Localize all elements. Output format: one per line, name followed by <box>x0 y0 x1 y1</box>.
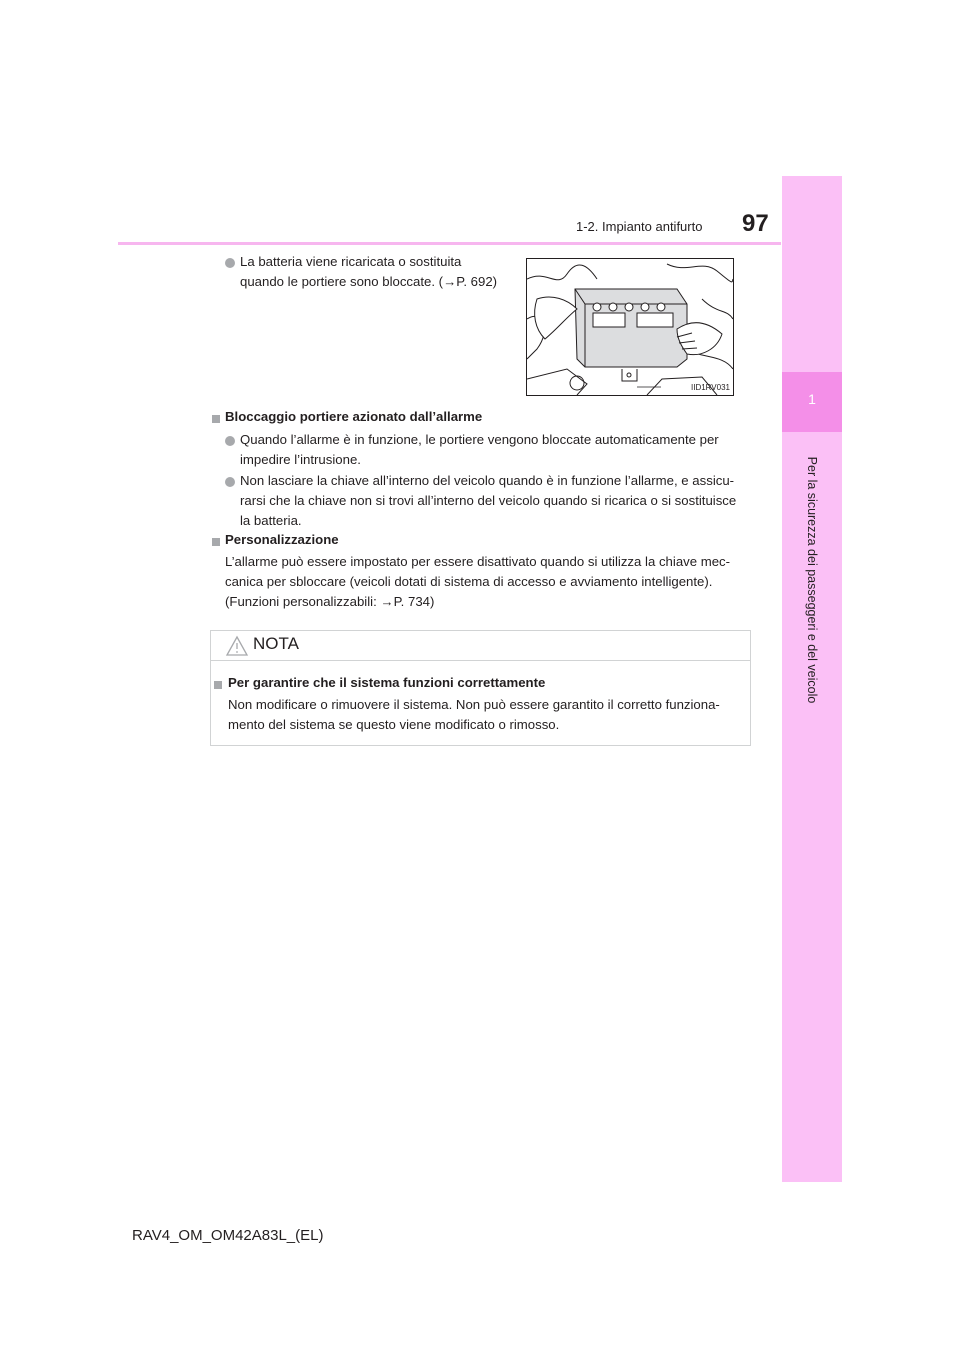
nota-line2: mento del sistema se questo viene modificato o rimosso. <box>228 717 560 732</box>
nota-divider <box>211 660 750 661</box>
custom-line3: (Funzioni personalizzabili: →P. 734) <box>225 594 435 609</box>
custom-line1: L’allarme può essere impostato per essere disattivato quando si utilizza la chiave mec- <box>225 554 731 569</box>
lock-bullet2-line2: rarsi che la chiave non si trovi all’interno del veicolo quando si ricarica o si sostituisce <box>240 493 737 508</box>
section-lock-title: Bloccaggio portiere azionato dall’allarme <box>225 409 483 424</box>
section-square-icon <box>212 415 220 423</box>
custom-line2: canica per sbloccare (veicoli dotati di sistema di accesso e avviamento intelligente). <box>225 574 713 589</box>
section-square-icon <box>214 681 222 689</box>
footer-doc-code: RAV4_OM_OM42A83L_(EL) <box>132 1227 324 1244</box>
bullet-icon <box>225 436 235 446</box>
lock-bullet1-line2: impedire l’intrusione. <box>240 452 361 467</box>
nota-title: Per garantire che il sistema funzioni correttamente <box>228 675 546 690</box>
section-square-icon <box>212 538 220 546</box>
nota-line1: Non modificare o rimuovere il sistema. Non può essere garantito il corretto funziona- <box>228 697 720 712</box>
page-number: 97 <box>742 210 769 237</box>
lock-bullet1-line1: Quando l’allarme è in funzione, le portiere vengono bloccate automaticamente per <box>240 432 719 447</box>
chapter-number: 1 <box>808 391 816 407</box>
figure-code: IID1RV031 <box>691 383 730 392</box>
section-title: 1-2. Impianto antifurto <box>576 219 703 234</box>
bullet-icon <box>225 258 235 268</box>
battery-figure <box>526 258 734 396</box>
section-custom-title: Personalizzazione <box>225 532 339 547</box>
lock-bullet2-line1: Non lasciare la chiave all’interno del veicolo quando è in funzione l’allarme, e assicu- <box>240 473 735 488</box>
bullet-icon <box>225 477 235 487</box>
lock-bullet2-line3: la batteria. <box>240 513 302 528</box>
nota-label: NOTA <box>253 634 299 653</box>
car-battery-illustration <box>527 259 733 395</box>
chapter-title: Per la sicurezza dei passeggeri e del veicolo <box>805 456 819 704</box>
header-divider <box>118 242 781 245</box>
warning-triangle-icon <box>225 635 249 657</box>
intro-bullet-line2: quando le portiere sono bloccate. (→P. 692) <box>240 274 498 289</box>
intro-bullet-line1: La batteria viene ricaricata o sostituita <box>240 254 462 269</box>
